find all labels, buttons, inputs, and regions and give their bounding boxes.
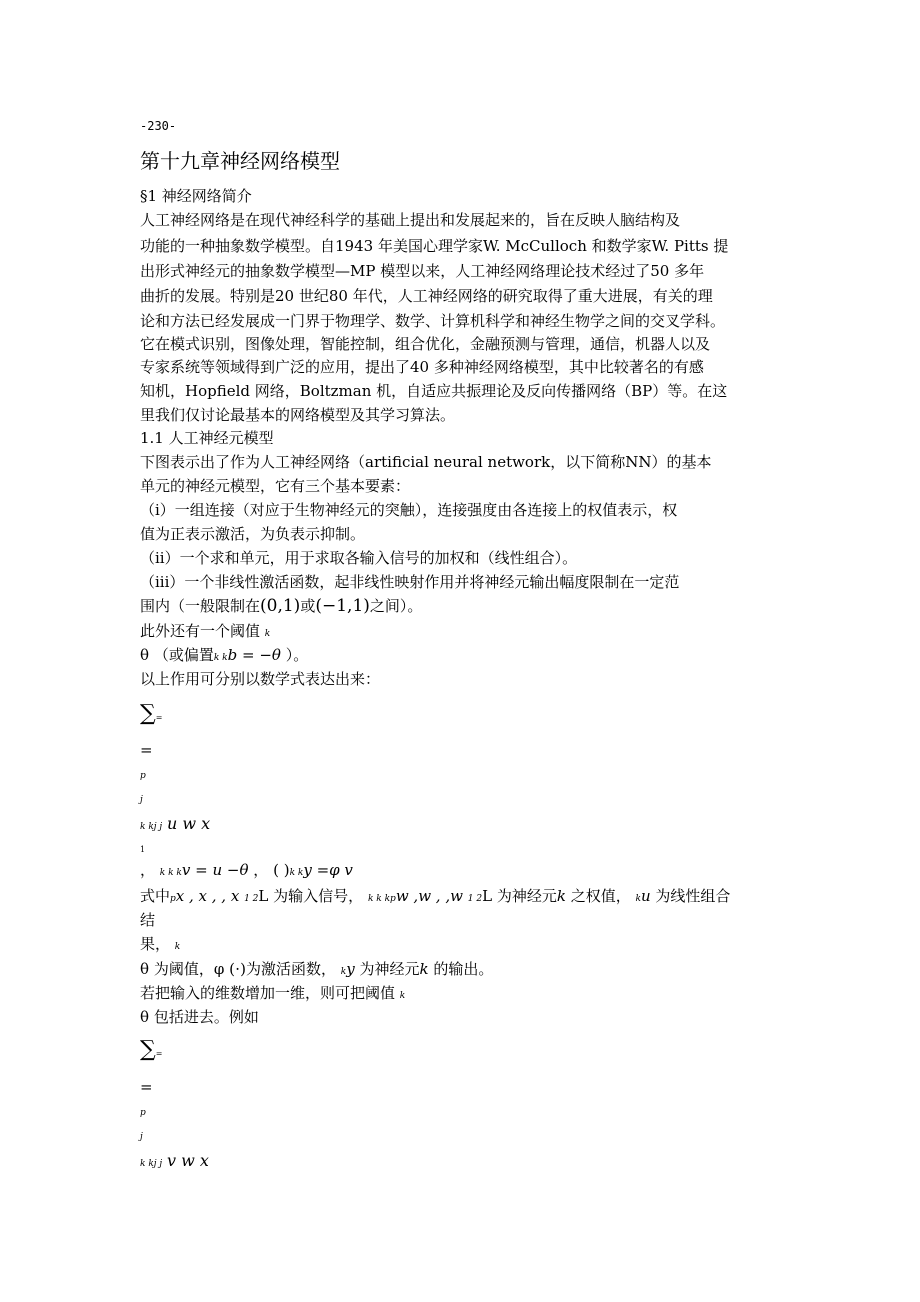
formula1-p: p	[140, 771, 146, 781]
intro-line-2: 功能的一种抽象数学模型。自1943 年美国心理学家W. McCulloch 和数学家W. Pitts 提	[140, 237, 729, 255]
formula1-variables: u w x	[167, 814, 211, 833]
formula1-j: j	[140, 795, 143, 805]
range-line	[140, 596, 422, 616]
desc1-u: u	[640, 887, 651, 905]
model-line-6: （iii）一个非线性激活函数，起非线性映射作用并将神经元输出幅度限制在一定范	[140, 573, 680, 591]
bias-subscript: k k	[213, 653, 228, 663]
chapter-title: 第十九章神经网络模型	[140, 149, 340, 173]
intro-line-8: 知机，Hopfield 网络，Boltzman 机，自适应共振理论及反向传播网络（BP）等。在这	[140, 382, 728, 400]
formula2-sub2: k k	[289, 868, 304, 878]
description-line-1	[140, 886, 730, 909]
desc1-sub1: p	[170, 894, 176, 904]
description-wrap: 结	[140, 911, 156, 929]
desc1-sub3: k k kp	[367, 894, 396, 904]
intro-line-7: 专家系统等领域得到广泛的应用，提出了40 多种神经网络模型，其中比较著名的有感	[140, 358, 704, 376]
bias-text: （或偏置	[153, 646, 214, 664]
desc1-text1: 为输入信号，	[273, 887, 364, 905]
formula2-eq2: y =φ v	[303, 861, 353, 879]
sigma-symbol: ∑	[140, 701, 156, 726]
desc3-theta: θ	[140, 960, 150, 978]
description-line-4	[140, 983, 405, 1006]
formula1-sigma	[140, 701, 163, 728]
formula1-terms	[140, 814, 210, 837]
desc3-k: k	[419, 960, 429, 978]
model-line-4: 值为正表示激活，为负表示抑制。	[140, 525, 366, 543]
desc1-sub5: k	[635, 894, 641, 904]
desc3-y: y	[346, 960, 355, 978]
desc3-text2: 为激活函数，	[245, 960, 336, 978]
desc1-k: k	[556, 887, 566, 905]
formula2-paren: ( )	[273, 861, 290, 879]
threshold-text: 此外还有一个阈值	[140, 622, 261, 640]
formula2-eq1: v = u −θ	[181, 861, 249, 879]
bias-line	[140, 645, 308, 668]
desc1-sub2: 1 2	[244, 894, 259, 904]
formula3-subscripts: k kj j	[140, 1159, 163, 1169]
range-neg11: (−1,1)	[315, 596, 370, 616]
intro-line-1: 人工神经网络是在现代神经科学的基础上提出和发展起来的，旨在反映人脑结构及	[140, 211, 681, 229]
bias-end: ）。	[285, 646, 309, 664]
desc3-arg: (⋅)	[229, 960, 246, 978]
intro-line-5: 论和方法已经发展成一门界于物理学、数学、计算机科学和神经生物学之间的交叉学科。	[140, 312, 726, 330]
desc3-phi: φ	[213, 960, 225, 978]
section-1-heading: §1 神经网络简介	[140, 187, 252, 205]
section-1-1-heading: 1.1 人工神经元模型	[140, 429, 274, 447]
desc4-sub: k	[399, 991, 406, 1001]
bias-expression: b = −θ	[227, 646, 281, 664]
range-01: (0,1)	[260, 596, 301, 616]
intro-line-9: 里我们仅讨论最基本的网络模型及其学习算法。	[140, 406, 456, 424]
formula2-sep: ，	[253, 861, 269, 879]
formula3-j: j	[140, 1132, 143, 1142]
desc5-text: 包括进去。例如	[153, 1008, 259, 1026]
formula3-p: p	[140, 1108, 146, 1118]
desc4-text: 若把输入的维数增加一维，则可把阈值	[140, 984, 396, 1002]
desc1-inputs: x , x , , x	[175, 887, 240, 905]
theta-symbol: θ	[140, 646, 150, 664]
formula1-lower-limit: 1	[140, 845, 146, 854]
description-line-2	[140, 934, 180, 957]
page-number: -230-	[140, 119, 177, 133]
formula3-variables: v w x	[167, 1151, 209, 1170]
range-prefix: 围内（一般限制在	[140, 597, 261, 615]
desc2-text: 果，	[140, 935, 171, 953]
desc3-text3: 为神经元	[359, 960, 420, 978]
formula3-terms	[140, 1151, 209, 1174]
formula1-equals: =	[140, 741, 153, 759]
model-line-2: 单元的神经元模型，它有三个基本要素：	[140, 477, 411, 495]
formula3-sigma	[140, 1037, 163, 1064]
formula3-sigma-subscript: =	[155, 1049, 163, 1058]
desc5-theta: θ	[140, 1008, 150, 1026]
formula2	[140, 860, 353, 883]
description-line-5	[140, 1007, 259, 1027]
model-line-3: （i）一组连接（对应于生物神经元的突触），连接强度由各连接上的权值表示，权	[140, 501, 678, 519]
desc1-sub4: 1 2	[467, 894, 483, 904]
desc3-text4: 的输出。	[433, 960, 494, 978]
desc1-L1: L	[258, 887, 269, 905]
formula2-sub1: k k k	[159, 868, 182, 878]
intro-line-4: 曲折的发展。特别是20 世纪80 年代，人工神经网络的研究取得了重大进展，有关的理	[140, 287, 713, 305]
intro-line-6: 它在模式识别，图像处理，智能控制，组合优化，金融预测与管理，通信，机器人以及	[140, 335, 711, 353]
range-suffix: 之间）。	[369, 597, 423, 615]
desc2-sub: k	[174, 942, 181, 952]
range-mid: 或	[300, 597, 316, 615]
intro-line-3: 出形式神经元的抽象数学模型—MP 模型以来，人工神经网络理论技术经过了50 多年	[140, 262, 705, 280]
model-line-5: （ii）一个求和单元，用于求取各输入信号的加权和（线性组合）。	[140, 549, 578, 567]
desc1-weights: w ,w , ,w	[395, 887, 463, 905]
desc1-text4: 为线性组合	[655, 887, 731, 905]
desc3-sub: k	[340, 967, 347, 977]
model-line-1: 下图表示出了作为人工神经网络（artificial neural network，以下简称NN）的基本	[140, 453, 712, 471]
description-line-3	[140, 959, 493, 982]
sigma-subscript: =	[155, 713, 163, 722]
desc3-text1: 为阈值，	[153, 960, 214, 978]
expression-intro: 以上作用可分别以数学式表达出来：	[140, 670, 381, 688]
desc1-prefix: 式中	[140, 887, 171, 905]
formula3-sigma-symbol: ∑	[140, 1037, 156, 1062]
formula1-subscripts: k kj j	[140, 822, 163, 832]
threshold-subscript: k	[264, 629, 271, 639]
formula3-equals: =	[140, 1078, 153, 1096]
desc1-text3: 之权值，	[570, 887, 631, 905]
desc1-text2: 为神经元	[496, 887, 557, 905]
formula2-comma: ，	[140, 861, 156, 879]
threshold-line	[140, 621, 270, 644]
desc1-L2: L	[482, 887, 493, 905]
